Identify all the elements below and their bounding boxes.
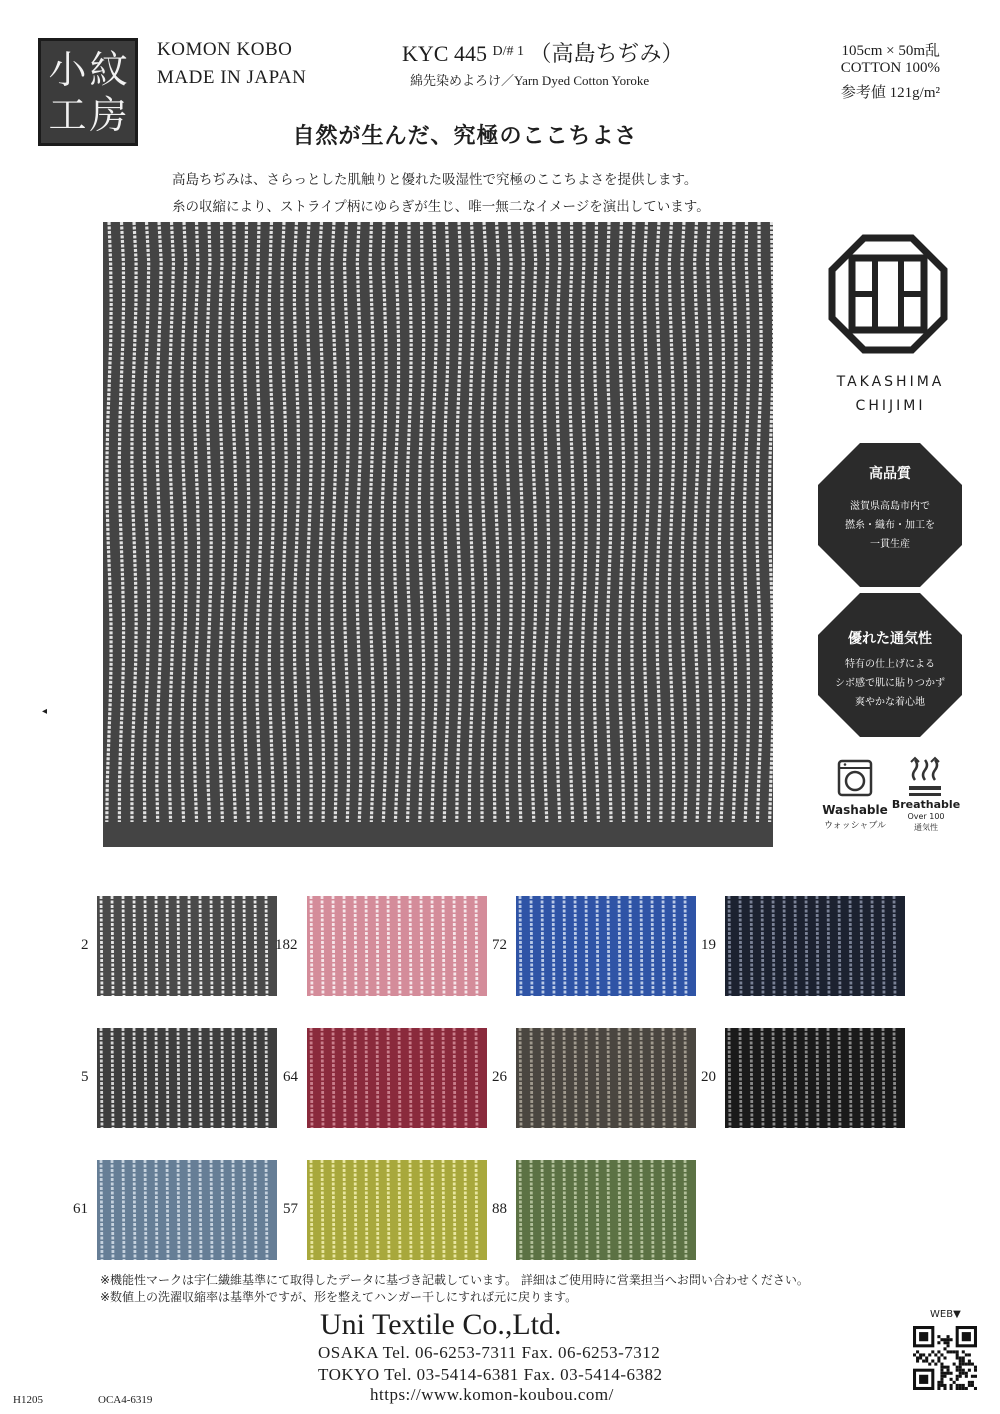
- product-title: [402, 37, 683, 68]
- footer-code: H1205: [13, 1394, 43, 1406]
- chijimi-label: CHIJIMI: [855, 398, 926, 414]
- swatch-color-number: 88: [492, 1201, 507, 1217]
- breathable-sub: 通気性: [914, 823, 938, 832]
- badge-line: 特有の仕上げによる: [845, 659, 935, 670]
- contact-osaka: OSAKA Tel. 06-6253-7311 Fax. 06-6253-7312: [318, 1343, 661, 1362]
- swatch-color-number: 19: [701, 937, 716, 953]
- logo-char: 小: [48, 47, 87, 92]
- badge-line: 滋賀県高島市内で: [850, 501, 930, 512]
- swatch-color-number: 182: [275, 937, 298, 953]
- contact-tokyo: TOKYO Tel. 03-5414-6381 Fax. 03-5414-6382: [318, 1365, 663, 1384]
- color-swatch: [516, 896, 696, 996]
- color-swatch: [307, 1028, 487, 1128]
- spec-material: COTTON 100%: [840, 60, 940, 76]
- badge-title: 高品質: [869, 466, 911, 482]
- main-fabric-swatch: [103, 222, 773, 847]
- note-line: ※数値上の洗濯収縮率は基準外ですが、形を整えてハンガー干しにすれば元に戻ります。: [100, 1290, 578, 1304]
- color-swatch: [307, 896, 487, 996]
- color-swatch: [516, 1160, 696, 1260]
- washable-sub: ウォッシャブル: [823, 821, 887, 831]
- logo-char: 房: [89, 92, 128, 137]
- swatch-color-number: 26: [492, 1069, 507, 1085]
- color-swatch: [97, 896, 277, 996]
- takashima-logo-icon: [828, 234, 948, 354]
- breathable-label: Breathable: [891, 798, 961, 811]
- product-name-jp: （高島ちぢみ）: [529, 41, 684, 66]
- badge-line: 一貫生産: [870, 539, 910, 550]
- brand-name: KOMON KOBO: [157, 39, 293, 60]
- company-name: Uni Textile Co.,Ltd.: [320, 1308, 562, 1341]
- marker-arrow-icon: ◂: [42, 706, 48, 717]
- badge-line: 爽やかな着心地: [855, 697, 925, 708]
- swatch-color-number: 57: [283, 1201, 298, 1217]
- spec-weight: 参考値 121g/m²: [840, 85, 940, 101]
- logo-char: 紋: [89, 47, 128, 92]
- color-swatch: [307, 1160, 487, 1260]
- swatch-color-number: 20: [701, 1069, 716, 1085]
- qr-code-icon[interactable]: [913, 1326, 977, 1390]
- web-label: WEB▼: [930, 1309, 961, 1320]
- company-url[interactable]: https://www.komon-koubou.com/: [370, 1385, 614, 1404]
- product-code: KYC 445: [402, 41, 487, 66]
- color-swatch: [725, 896, 905, 996]
- footer-code: OCA4-6319: [98, 1394, 153, 1406]
- badge-title: 優れた通気性: [848, 631, 932, 647]
- takashima-label: TAKASHIMA: [836, 374, 945, 390]
- product-subtitle: 綿先染めよろけ／Yarn Dyed Cotton Yoroke: [410, 73, 650, 88]
- washable-icon: [836, 758, 874, 798]
- swatch-color-number: 61: [73, 1201, 88, 1217]
- color-swatch: [516, 1028, 696, 1128]
- breathable-icon: [905, 756, 945, 798]
- color-swatch: [725, 1028, 905, 1128]
- breathable-sub: Over 100: [907, 812, 945, 821]
- badge-line: 撚糸・織布・加工を: [845, 520, 935, 531]
- description-line: 高島ちぢみは、さらっとした肌触りと優れた吸湿性で究極のここちよさを提供します。: [172, 172, 698, 188]
- swatch-color-number: 2: [81, 937, 89, 953]
- swatch-color-number: 72: [492, 937, 507, 953]
- color-swatch: [97, 1160, 277, 1260]
- headline: 自然が生んだ、究極のここちよさ: [292, 124, 638, 149]
- spec-size: 105cm × 50m乱: [841, 43, 940, 59]
- note-line: ※機能性マークは宇仁繊維基準にて取得したデータに基づき記載しています。 詳細はご使用時に営業担当へお問い合わせください。: [100, 1273, 809, 1287]
- swatch-color-number: 64: [283, 1069, 298, 1085]
- washable-label: Washable: [822, 803, 888, 817]
- badge-line: シボ感で肌に貼りつかず: [835, 678, 945, 689]
- product-suffix: D/# 1: [492, 44, 524, 59]
- description-line: 糸の収縮により、ストライプ柄にゆらぎが生じ、唯一無二なイメージを演出しています。: [172, 199, 710, 215]
- swatch-color-number: 5: [81, 1069, 89, 1085]
- logo-char: 工: [48, 92, 87, 137]
- brand-origin: MADE IN JAPAN: [157, 67, 307, 88]
- color-swatch: [97, 1028, 277, 1128]
